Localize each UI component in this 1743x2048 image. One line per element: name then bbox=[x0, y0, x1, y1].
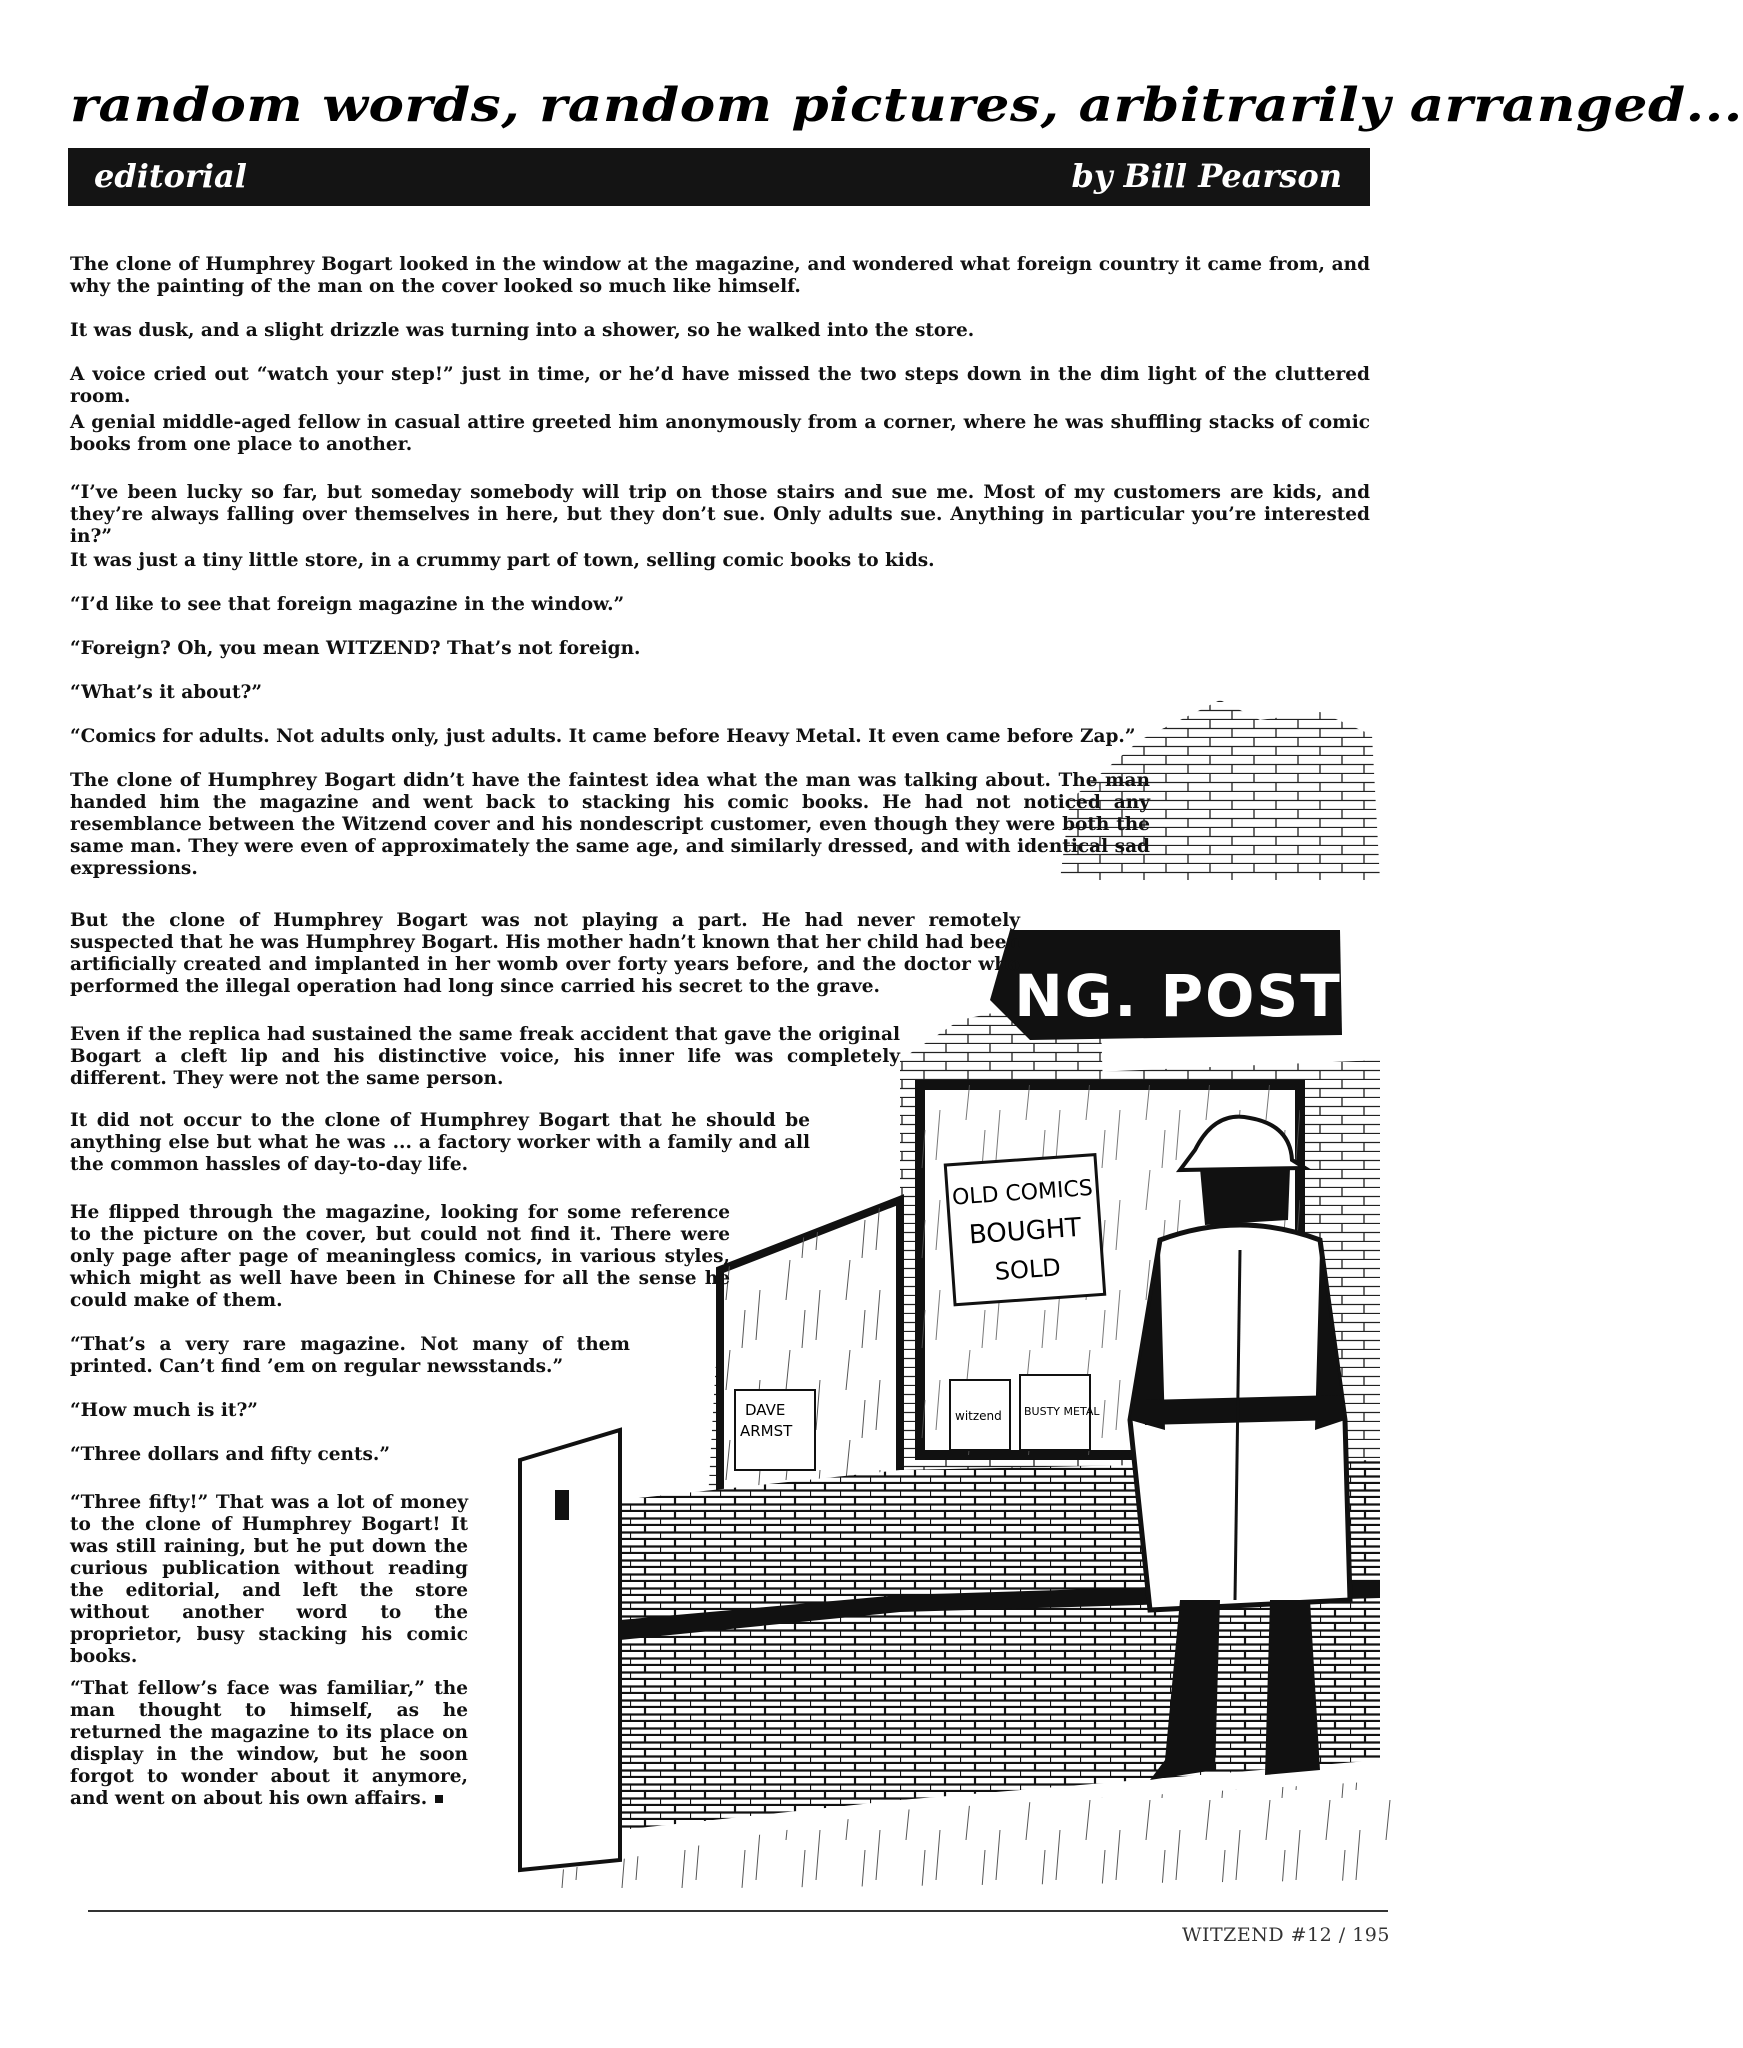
doorway bbox=[520, 1430, 620, 1870]
headline: random words, random pictures, arbitrarily arranged... bbox=[70, 78, 1743, 133]
article-paragraph: “How much is it?” bbox=[70, 1400, 258, 1421]
window-sign-line-3: SOLD bbox=[993, 1253, 1062, 1286]
article-paragraph-final bbox=[70, 1678, 468, 1810]
article-paragraph: A genial middle-aged fellow in casual attire greeted him anonymously from a corner, where he was shuffling stacks of comic books from one place to another. bbox=[70, 412, 1370, 455]
poster-line-1: DAVE bbox=[745, 1401, 786, 1419]
article-paragraph: The clone of Humphrey Bogart looked in the window at the magazine, and wondered what foreign country it came from, and why the painting of the man on the cover looked so much like himself. bbox=[70, 254, 1370, 297]
article-paragraph: A voice cried out “watch your step!” just in time, or he’d have missed the two steps down in the dim light of the cluttered room. bbox=[70, 364, 1370, 407]
magazine-label-2: BUSTY METAL bbox=[1024, 1405, 1100, 1418]
store-sign bbox=[990, 930, 1342, 1040]
article-paragraph: The clone of Humphrey Bogart didn’t have the faintest idea what the man was talking about. The man handed him the magazine and went back to stacking his comic books. He had not noticed any resemblance between the Witzend cover and his nondescript customer, even though they were both the same man. They were even of approximately the same age, and similarly dressed, and with identical sad expressions. bbox=[70, 770, 1150, 879]
poster-line-2: ARMST bbox=[740, 1422, 793, 1440]
article-paragraph: It was dusk, and a slight drizzle was turning into a shower, so he walked into the store. bbox=[70, 320, 975, 341]
window-sign bbox=[945, 1155, 1104, 1305]
article-paragraph: “Foreign? Oh, you mean WITZEND? That’s not foreign. bbox=[70, 638, 641, 659]
article-paragraph: “What’s it about?” bbox=[70, 682, 262, 703]
store-sign-text: NG. POST bbox=[1014, 962, 1342, 1030]
article-paragraph: He flipped through the magazine, looking for some reference to the picture on the cover, but could not find it. There were only page after page of meaningless comics, in various styles, which might as well have been in Chinese for all the sense he could make of them. bbox=[70, 1202, 730, 1311]
article-paragraph: But the clone of Humphrey Bogart was not playing a part. He had never remotely suspected that he was Humphrey Bogart. His mother hadn’t known that her child had been artificially created and implanted in her womb over forty years before, and the doctor who performed the illegal operation had long since carried his secret to the grave. bbox=[70, 910, 1020, 997]
window-sign-line-1: OLD COMICS bbox=[951, 1175, 1094, 1211]
end-mark-icon bbox=[435, 1795, 443, 1803]
section-label: editorial bbox=[94, 157, 247, 195]
byline: by Bill Pearson bbox=[1071, 157, 1342, 195]
magazine-label-1: witzend bbox=[955, 1409, 1002, 1423]
article-paragraph: “I’ve been lucky so far, but someday somebody will trip on those stairs and sue me. Most of my customers are kids, and they’re always falling over themselves in here, but they don’t sue. Only adults sue. Anything in particular you’re interested in?” bbox=[70, 482, 1370, 547]
window-sign-line-2: BOUGHT bbox=[967, 1212, 1083, 1251]
article-paragraph: “That’s a very rare magazine. Not many of them printed. Can’t find ’em on regular newsstands.” bbox=[70, 1334, 630, 1377]
page-label: WITZEND #12 / 195 bbox=[1181, 1924, 1390, 1946]
article-paragraph: “Three dollars and fifty cents.” bbox=[70, 1444, 390, 1465]
article-paragraph: Even if the replica had sustained the same freak accident that gave the original Bogart a cleft lip and his distinctive voice, his inner life was completely different. They were not the same person. bbox=[70, 1024, 900, 1089]
footer-rule bbox=[88, 1910, 1388, 1912]
article-paragraph: “I’d like to see that foreign magazine in the window.” bbox=[70, 594, 625, 615]
article-paragraph: It was just a tiny little store, in a crummy part of town, selling comic books to kids. bbox=[70, 550, 935, 571]
article-paragraph: “Three fifty!” That was a lot of money to the clone of Humphrey Bogart! It was still raining, but he put down the curious publication without reading the editorial, and left the store without another word to the proprietor, busy stacking his comic books. bbox=[70, 1492, 468, 1667]
final-paragraph-text: “That fellow’s face was familiar,” the man thought to himself, as he returned the magazine to its place on display in the window, but he soon forgot to wonder about it anymore, and went on about his own affairs. bbox=[70, 1678, 468, 1809]
article-paragraph: It did not occur to the clone of Humphrey Bogart that he should be anything else but what he was ... a factory worker with a family and all the common hassles of day-to-day life. bbox=[70, 1110, 810, 1175]
article-paragraph: “Comics for adults. Not adults only, just adults. It came before Heavy Metal. It even came before Zap.” bbox=[70, 726, 1136, 747]
